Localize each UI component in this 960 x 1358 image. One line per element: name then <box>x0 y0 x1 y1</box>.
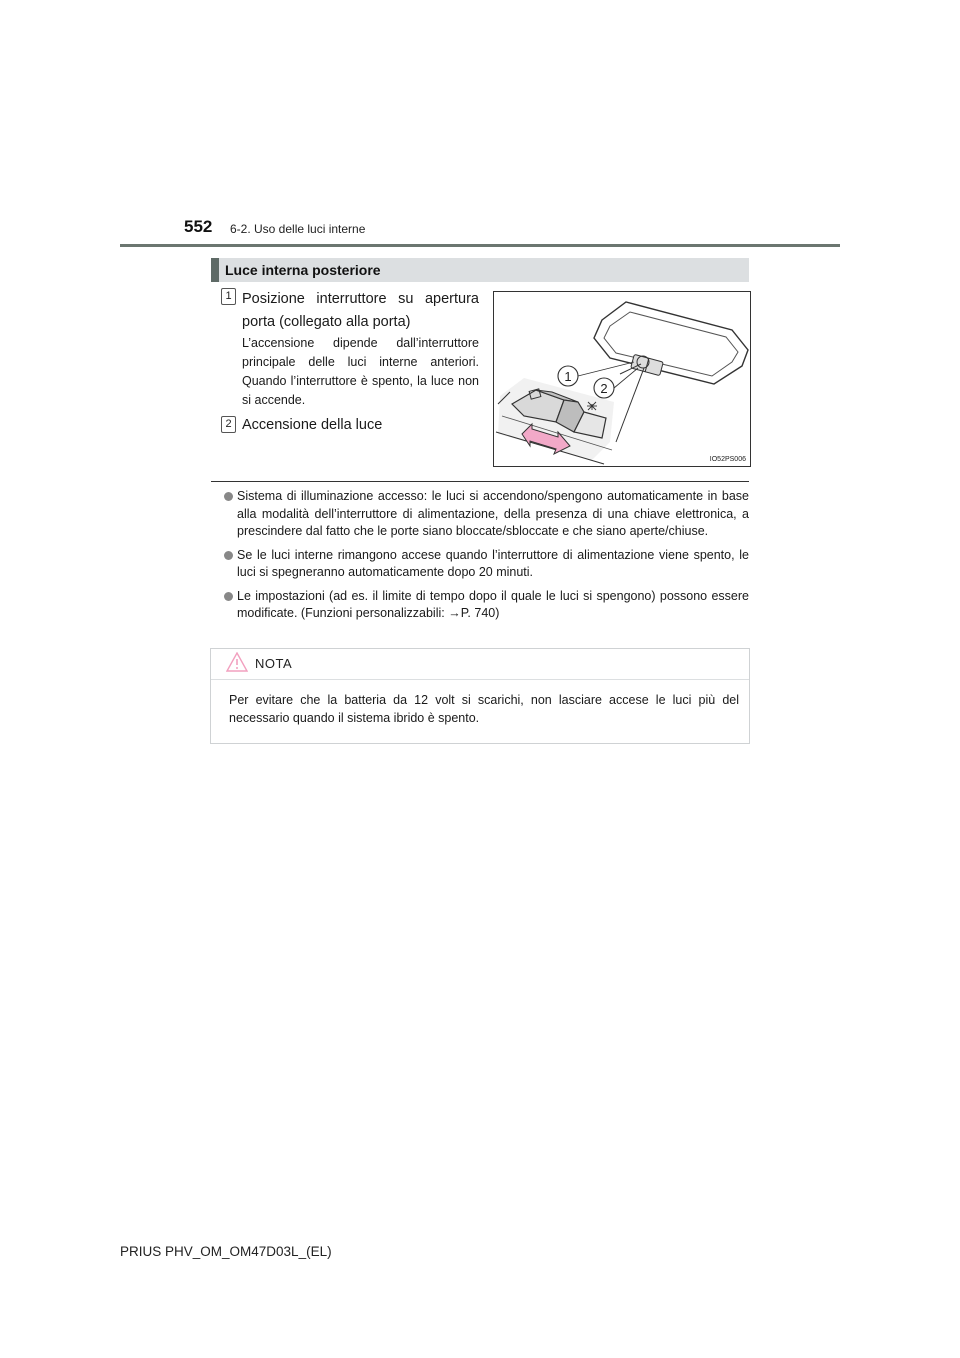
list-item <box>225 488 749 541</box>
bullet-list <box>225 488 749 629</box>
warning-triangle-icon <box>226 652 248 672</box>
section-title: Luce interna posteriore <box>225 262 381 278</box>
breadcrumb: 6-2. Uso delle luci interne <box>230 222 366 236</box>
note-box <box>210 648 750 744</box>
bullet-text: Se le luci interne rimangono accese quando l’interruttore di alimentazione viene spento, le luci si spegneranno automaticamente dopo 20 minuti. <box>237 547 749 579</box>
section-accent <box>211 258 219 282</box>
section-header <box>211 258 749 282</box>
note-title: NOTA <box>255 656 293 671</box>
bullet-text: Sistema di illuminazione accesso: le luci si accendono/spengono automaticamente in base alla modalità dell’interruttore di alimentazione, della presenza di una chiave elettronica, a prescindere dal fatto che le porte siano bloccate/sbloccate e che siano aperte/chiuse. <box>237 489 749 538</box>
bullet-dot-icon <box>224 492 233 501</box>
note-header <box>211 649 749 680</box>
bullet-text: Le impostazioni (ad es. il limite di tempo dopo il quale le luci si spengono) possono essere modificate. (Funzioni personalizzabili: →P. 740) <box>237 588 749 620</box>
list-item <box>225 588 749 623</box>
page-number: 552 <box>184 217 213 236</box>
item-2-badge: 2 <box>221 416 236 433</box>
figure-code: IO52PS006 <box>709 456 746 463</box>
bullet-dot-icon <box>224 551 233 560</box>
list-item <box>225 547 749 582</box>
item-2-title: Accensione della luce <box>242 417 383 433</box>
item-1-badge: 1 <box>221 288 236 305</box>
footer-document-id: PRIUS PHV_OM_OM47D03L_(EL) <box>120 1244 332 1259</box>
item-1-title: Posizione interruttore su apertura porta (collegato alla porta) <box>242 291 479 330</box>
rear-light-illustration <box>493 291 751 467</box>
bullet-dot-icon <box>224 592 233 601</box>
note-text: Per evitare che la batteria da 12 volt si scarichi, non lasciare accese le luci più del necessario quando il sistema ibrido è spento. <box>229 693 739 725</box>
header-rule <box>120 244 840 247</box>
rear-light-drawing <box>494 292 750 466</box>
item-1-description: L’accensione dipende dall’interruttore principale delle luci interne anteriori. Quando l’interruttore è spento, la luce non si accende. <box>242 336 479 407</box>
callout-2: 2 <box>600 381 608 396</box>
section-divider <box>211 481 749 482</box>
callout-1: 1 <box>564 369 572 384</box>
